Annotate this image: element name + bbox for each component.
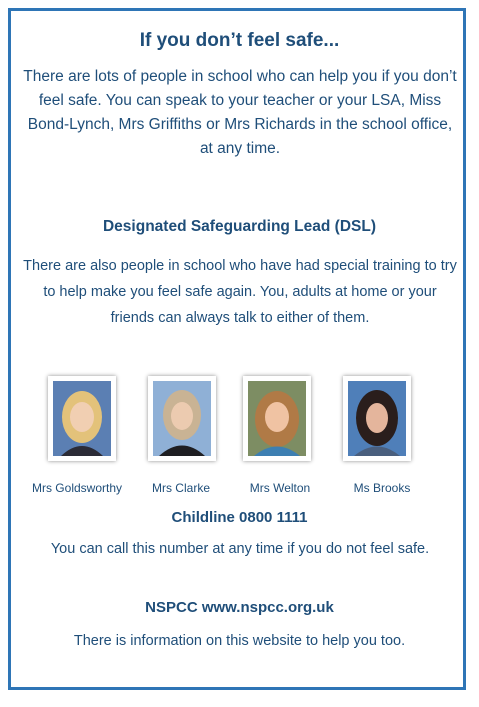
staff-name-welton: Mrs Welton: [249, 481, 311, 495]
intro-text: There are lots of people in school who can help you if you don’t feel safe. You can speak to your teacher or your LSA, Miss Bond-Lynch, Mrs Griffiths or Mrs Richards in the school office, at any time.: [23, 68, 457, 157]
staff-name-clarke: Mrs Clarke: [151, 481, 210, 495]
staff-photo-clarke: [148, 376, 216, 461]
staff-photo-goldsworthy: [48, 376, 116, 461]
nspcc-text: There is information on this website to help you too.: [73, 633, 406, 649]
staff-name-brooks: Ms Brooks: [353, 481, 411, 495]
dsl-title: Designated Safeguarding Lead (DSL): [102, 218, 376, 235]
page-title: If you don’t feel safe...: [139, 30, 340, 51]
nspcc-title: NSPCC www.nspcc.org.uk: [145, 599, 334, 616]
childline-text: You can call this number at any time if you do not feel safe.: [50, 541, 430, 557]
staff-photo-brooks: [343, 376, 411, 461]
childline-title: Childline 0800 1111: [171, 509, 308, 526]
staff-name-goldsworthy: Mrs Goldsworthy: [31, 481, 123, 495]
dsl-text: There are also people in school who have had special training to try to help make you feel safe again. You, adults at home or your friends can always talk to either of them.: [23, 258, 457, 326]
staff-photo-welton: [243, 376, 311, 461]
